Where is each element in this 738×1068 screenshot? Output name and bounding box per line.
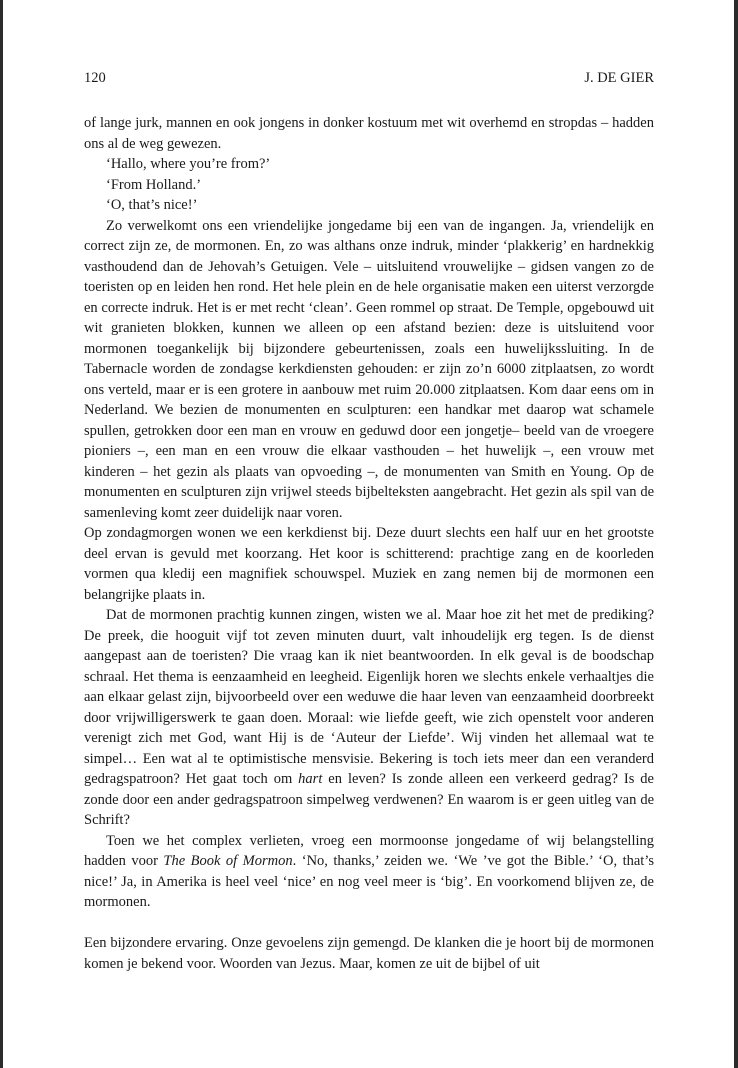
paragraph: ‘From Holland.’ — [106, 176, 202, 193]
text-run: Toen we het complex verlieten, vroeg een mormoonse jongedame of wij belangstelling hadden voor — [84, 832, 654, 869]
paragraph: Een bijzondere ervaring. Onze gevoelens zijn gemengd. De klanken die je hoort bij de mormonen komen je bekend voor. Woorden van Jezus. Maar, komen ze uit de bijbel of uit — [84, 935, 654, 972]
text-run: . ‘No, thanks,’ zeiden we. ‘We ’ve got the Bible.’ ‘O, that’s nice!’ Ja, in Amerika is heel veel ‘nice’ en nog veel meer is ‘big’. En voorkomend blijven ze, de mormonen. — [84, 853, 655, 910]
scan-right-edge — [734, 0, 738, 1068]
page-number: 120 — [84, 70, 106, 86]
text-run: Dat de mormonen prachtig kunnen zingen, wisten we al. Maar hoe zit het met de prediking? De preek, die hooguit vijf tot zeven minuten duurt, valt inhoudelijk erg tegen. Is de dienst aangepast aan de toeristen? Die vraag kan ik niet beantwoorden. In elk geval is de boodschap schraal. Het thema is eenzaamheid en leegheid. Eigenlijk horen we slechts enkele verhaaltjes die aan elkaar gelast zijn, bijvoorbeeld over een weduwe die haar leven van eenzaamheid doorbreekt door vrijwilligerswerk te gaan doen. Moraal: wie liefde geeft, wie zich openstelt voor anderen verenigt zich met God, want Hij is de ‘Auteur der Liefde’. Wij vinden het allemaal wat te simpel… Een wat al te optimistische mensvisie. Bekering is toch iets meer dan een veranderd gedragspatroon? Het gaat toch om — [84, 607, 654, 787]
paragraph: Op zondagmorgen wonen we een kerkdienst bij. Deze duurt slechts een half uur en het grootste deel ervan is gevuld met koorzang. Het koor is schitterend: prachtige zang en de koorleden vormen qua kledij een magnifiek schouwspel. Muziek en zang nemen bij de mormonen een belangrijke plaats in. — [84, 525, 654, 603]
text-run: en leven? Is zonde alleen een verkeerd gedrag? Is de zonde door een ander gedragspatroon simpelweg verdwenen? En waarom is er geen uitleg van de Schrift? — [84, 771, 654, 828]
scan-left-edge — [0, 0, 3, 1068]
paragraph — [84, 831, 654, 913]
running-header — [84, 70, 654, 94]
paragraph: ‘O, that’s nice!’ — [106, 197, 198, 213]
book-page — [84, 70, 654, 974]
running-head-author: J. DE GIER — [584, 70, 654, 86]
book-title: The Book of Mormon — [163, 853, 293, 869]
paragraph: of lange jurk, mannen en ook jongens in donker kostuum met wit overhemd en stropdas – hadden ons al de weg gewezen. — [84, 115, 654, 152]
paragraph — [84, 605, 654, 831]
emphasis-text: hart — [298, 771, 323, 787]
paragraph: Zo verwelkomt ons een vriendelijke jongedame bij een van de ingangen. Ja, vriendelijk en correct zijn ze, de mormonen. En, zo was althans onze indruk, minder ‘plakkerig’ en hardnekkig vasthoudend dan de Jehovah’s Getuigen. Vele – uitsluitend vrouwelijke – gidsen vangen zo de toeristen op en leiden hen rond. Het hele plein en de hele organisatie maken een uiterst verzorgde en correcte indruk. Het is er met recht ‘clean’. Geen rommel op straat. De Temple, opgebouwd uit wit granieten blokken, kunnen we alleen op een afstand bezien: deze is uitsluitend voor mormonen toegankelijk bij bijzondere gebeurtenissen, zoals een huwelijkssluiting. In de Tabernacle worden de zondagse kerkdiensten gehouden: er zijn zo’n 6000 zitplaatsen, zo wordt ons verteld, maar er is een grotere in aanbouw met ruim 20.000 zitplaatsen. Kom daar eens om in Nederland. We bezien de monumenten en sculpturen: een handkar met daarop wat schamele spullen, getrokken door een man en vrouw en geduwd door een jongetje– beeld van de vroegere pioniers –, een man en een vrouw die elkaar vasthouden – het huwelijk –, een vrouw met kinderen – het gezin als plaats van opvoeding –, de monumenten van Smith en Young. Op de monumenten en sculpturen zijn vrijwel steeds bijbelteksten aangebracht. Het gezin als spil van de samenleving komt zeer duidelijk naar voren. — [84, 217, 654, 521]
body-text — [84, 113, 654, 974]
paragraph: ‘Hallo, where you’re from?’ — [106, 156, 271, 172]
